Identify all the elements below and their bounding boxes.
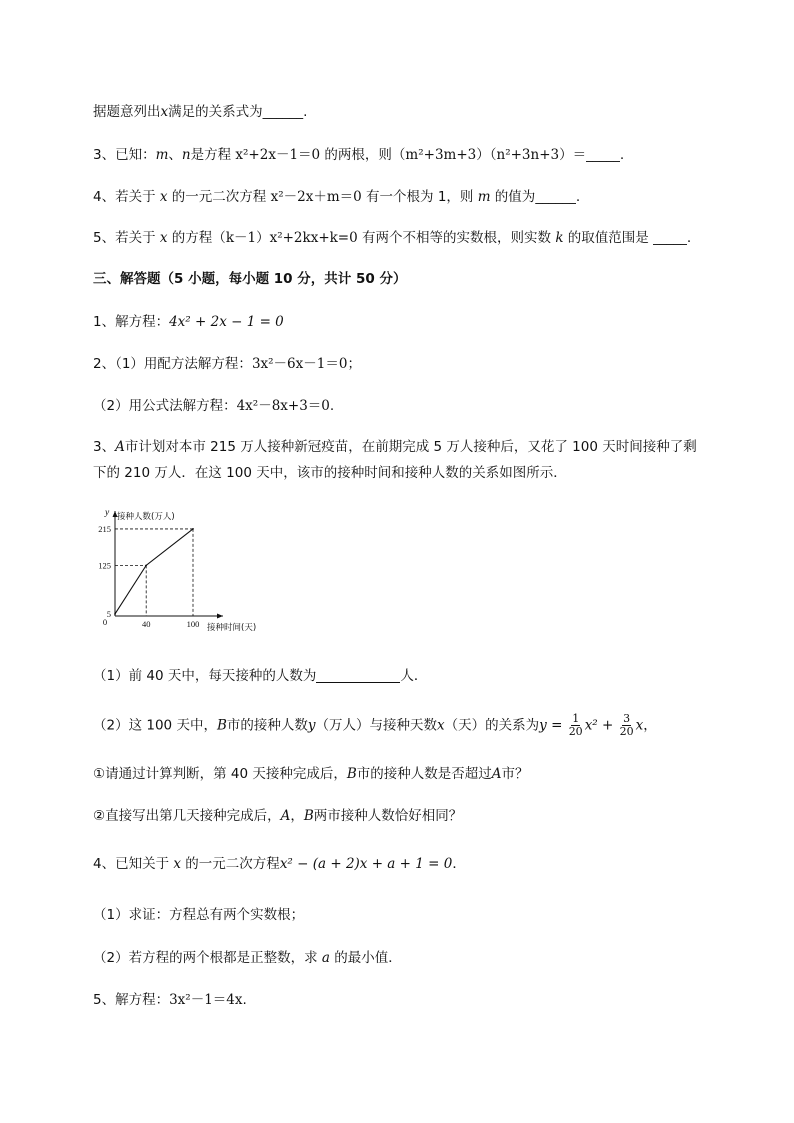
var-x: x [159,230,168,246]
q-number: 5、若关于 [93,230,160,246]
equation: x² − (a + 2)x + a + 1 = 0 [279,856,453,872]
text: . [242,992,247,1008]
denominator: 20 [568,725,583,738]
fill-q4 [93,188,580,206]
equation: x²－2x＋m＝0 [270,189,362,205]
data-point [114,613,116,615]
equals-sign: = [546,717,567,734]
fraction [619,713,635,738]
answer-blank[interactable]: _____ [586,147,620,163]
text: 市的接种人数是否超过 [356,766,492,782]
vaccination-chart [93,503,273,638]
var-B: B [346,766,357,782]
text: 两市接种人数恰好相同？ [313,808,463,824]
text: （天）的关系为 [444,717,540,734]
text: （1）前 40 天中，每天接种的人数为 [93,668,317,684]
equation: 4x² + 2x − 1 = 0 [169,314,284,330]
text: . [329,398,335,414]
problem-3-sub-1 [93,667,427,685]
plus-sign: + [597,717,618,734]
q-number: 4、已知关于 [93,856,174,872]
text: . [303,104,308,120]
problem-4-sub-2 [93,949,402,967]
problem-4 [93,855,466,873]
equation: 3x²－1＝4x [169,992,243,1008]
text: 的一元二次方程 [167,189,271,205]
text: 据题意列出 [93,104,161,120]
text: . [575,189,581,205]
y-axis-var: y [105,508,110,518]
var-x: x [635,717,644,734]
text: ） [256,230,270,246]
var-A: A [280,808,291,824]
y-axis-label: 接种人数(万人) [117,512,175,522]
text: 满足的关系式为 [168,104,263,120]
q-number: 3、 [93,439,116,455]
text: ②直接写出第几天接种完成后， [93,808,281,824]
problem-1 [93,313,284,331]
var-y: y [539,717,547,734]
fraction [568,713,584,738]
text: ）（ [476,147,497,163]
var-x: x [173,856,182,872]
text: ）＝ [559,147,587,163]
text: . [619,147,625,163]
var-B: B [216,717,227,734]
text: 的一元二次方程 [181,856,280,872]
answer-blank[interactable]: ______ [535,189,576,205]
x-axis-label: 接种时间(天) [207,623,257,633]
denominator: 20 [619,725,634,738]
problem-5 [93,991,247,1009]
text: ， [290,808,304,824]
problem-2-part-1 [93,355,361,373]
fill-q5 [93,229,691,247]
text: 市的接种人数 [226,717,308,734]
expression: m²+3m+3 [405,147,477,163]
var-y: y [307,717,316,734]
answer-blank[interactable]: ______ [262,104,304,120]
problem-3-sub-2-item-1 [93,765,529,783]
fill-q3 [93,146,624,164]
text: 2、（1）用配方法解方程： [93,356,252,372]
text: ， [643,717,657,734]
var-B: B [303,808,314,824]
text: 人． [400,668,428,684]
text: （万人）与接种天数 [315,717,438,734]
equation: 3x²－6x－1＝0 [251,356,348,372]
var-A: A [115,439,125,455]
equation: 4x²－8x+3＝0 [236,398,330,414]
q-number: 4、若关于 [93,189,160,205]
numerator: 3 [623,712,631,725]
origin-label: 0 [102,617,108,627]
var-x: x [437,717,445,734]
text: 有两个不相等的实数根，则实数 [357,230,556,246]
problem-3-line-1 [93,438,697,456]
var-x: x [160,104,169,120]
text: 5、解方程： [93,992,170,1008]
text: 的两根，则（ [320,147,406,163]
var-m: m [477,189,491,205]
x-tick-label: 40 [141,619,151,629]
var-a: a [321,950,330,966]
text: 1、解方程： [93,314,170,330]
text: 的方程（ [167,230,226,246]
text: 市计划对本市 215 万人接种新冠疫苗，在前期完成 5 万人接种后，又花了 100 天时间接种了剩 [124,439,697,455]
y-tick-label: 125 [98,560,111,571]
data-point [145,564,147,566]
var-k: k [555,230,564,246]
problem-3-line-2: 下的 210 万人．在这 100 天中，该市的接种时间和接种人数的关系如图所示． [93,465,567,481]
var-x: x [159,189,168,205]
text: 、 [168,147,182,163]
problem-3-sub-2 [93,713,657,738]
text: 市？ [501,766,529,782]
section-heading: 三、解答题（5 小题，每小题 10 分，共计 50 分） [93,271,407,287]
text: （2）这 100 天中， [93,717,217,734]
x-tick-label: 100 [186,619,200,629]
text: . [686,230,692,246]
answer-blank[interactable] [316,668,400,683]
var-n: n [181,147,191,163]
answer-blank[interactable]: _____ [653,230,687,246]
y-tick-label: 215 [98,523,111,534]
expression: k－1 [225,230,257,246]
y-tick-label: 5 [106,608,111,619]
text: 有一个根为 1，则 [361,189,478,205]
problem-3-sub-2-item-2 [93,807,462,825]
problem-4-sub-1: （1）求证：方程总有两个实数根； [93,907,305,923]
text: 是方程 [190,147,236,163]
expression: n²+3n+3 [496,147,560,163]
q-number: 3、已知： [93,147,156,163]
numerator: 1 [572,712,580,725]
text: ①请通过计算判断，第 40 天接种完成后， [93,766,347,782]
equation: x²+2kx+k=0 [269,230,358,246]
text: ； [347,356,361,372]
text: 的取值范围是 [563,230,654,246]
text: 的最小值． [329,950,402,966]
var-x-squared: x² [584,717,598,734]
equation: x²+2x－1＝0 [235,147,321,163]
text: （2）用公式法解方程： [93,398,237,414]
text: （2）若方程的两个根都是正整数，求 [93,950,322,966]
data-point [192,528,194,530]
series-line [115,529,193,614]
x-axis-arrow-icon [217,614,223,619]
var-A: A [491,766,502,782]
text: 的值为 [490,189,536,205]
text: ． [452,856,466,872]
fill-q2-tail [93,103,307,121]
problem-2-part-2 [93,397,334,415]
var-m: m [155,147,169,163]
